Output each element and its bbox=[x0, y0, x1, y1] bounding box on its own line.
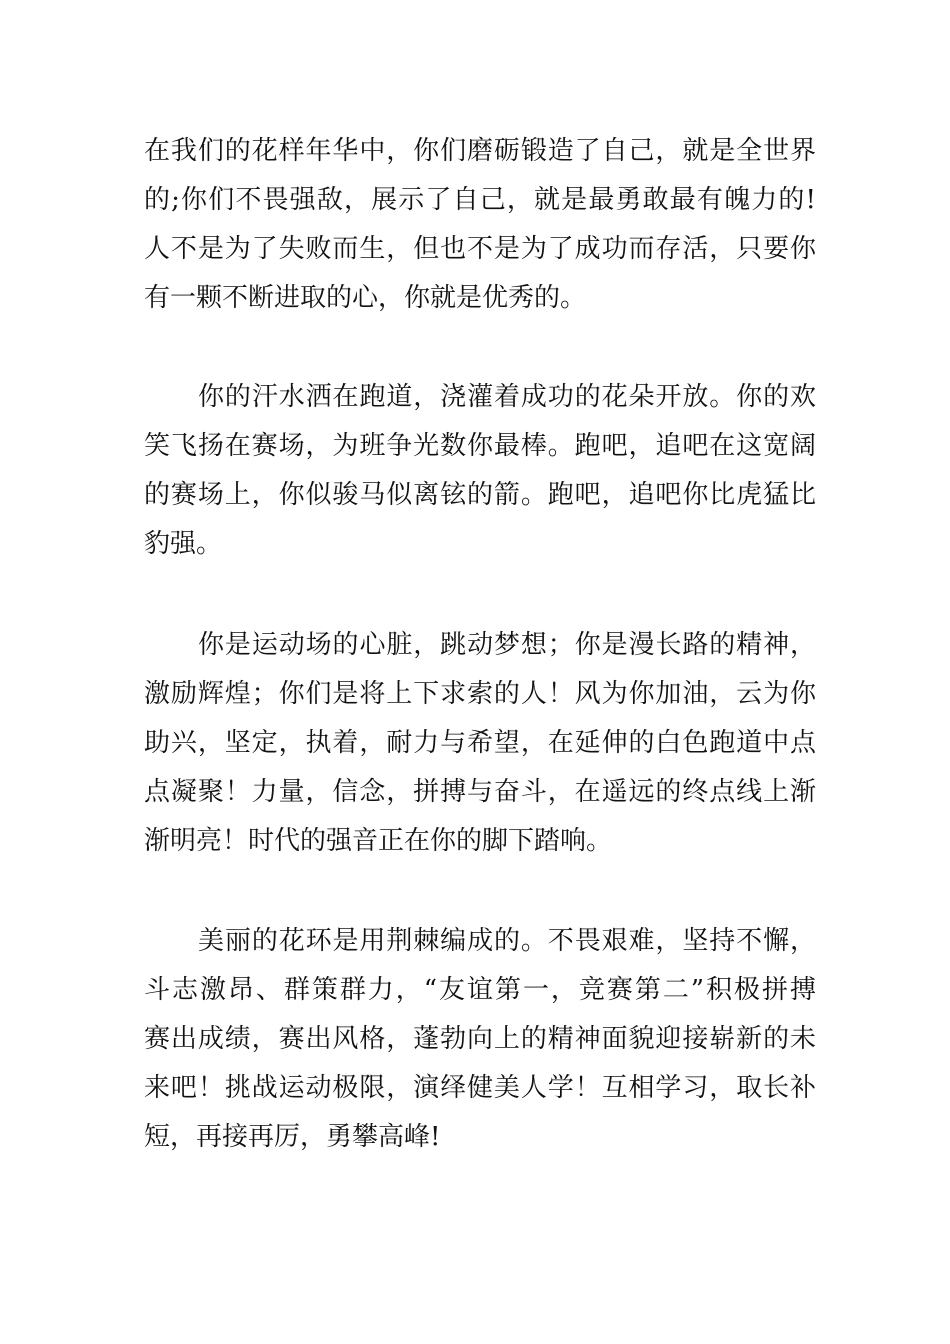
paragraph-4 bbox=[144, 917, 816, 1162]
paragraph-line: 的赛场上，你似骏马似离铉的箭。跑吧，追吧你比虎猛比 bbox=[144, 480, 816, 510]
paragraph-line: 斗志激昂、群策群力，“友谊第一，竞赛第二”积极拼搏 bbox=[144, 975, 816, 1005]
paragraph-line: 助兴，坚定，执着，耐力与希望，在延伸的白色跑道中点 bbox=[144, 728, 816, 758]
paragraph-line: 赛出成绩，赛出风格，蓬勃向上的精神面貌迎接崭新的未 bbox=[144, 1024, 816, 1054]
paragraph-line: 美丽的花环是用荆棘编成的。不畏艰难，坚持不懈， bbox=[198, 926, 816, 956]
paragraph-line: 你是运动场的心脏，跳动梦想；你是漫长路的精神， bbox=[198, 630, 816, 660]
paragraph-3 bbox=[144, 621, 816, 866]
paragraph-line: 豹强。 bbox=[144, 529, 223, 559]
paragraph-line: 你的汗水洒在跑道，浇灌着成功的花朵开放。你的欢 bbox=[198, 382, 816, 412]
paragraph-line: 短，再接再厉，勇攀高峰! bbox=[144, 1122, 441, 1152]
paragraph-line: 激励辉煌；你们是将上下求索的人！风为你加油，云为你 bbox=[144, 679, 816, 709]
paragraph-line: 的;你们不畏强敌，展示了自己，就是最勇敢最有魄力的! bbox=[144, 185, 816, 215]
paragraph-line: 点凝聚！力量，信念，拼搏与奋斗，在遥远的终点线上渐 bbox=[144, 777, 816, 807]
paragraph-line: 渐明亮！时代的强音正在你的脚下踏响。 bbox=[144, 826, 613, 856]
paragraph-2 bbox=[144, 373, 816, 569]
paragraph-line: 人不是为了失败而生，但也不是为了成功而存活，只要你 bbox=[144, 234, 816, 264]
paragraph-line: 笑飞扬在赛场，为班争光数你最棒。跑吧，追吧在这宽阔 bbox=[144, 431, 816, 461]
paragraph-1 bbox=[144, 127, 816, 323]
paragraph-line: 有一颗不断进取的心，你就是优秀的。 bbox=[144, 283, 587, 313]
paragraph-line: 在我们的花样年华中，你们磨砺锻造了自己，就是全世界 bbox=[144, 136, 816, 166]
paragraph-line: 来吧！挑战运动极限，演绎健美人学！互相学习，取长补 bbox=[144, 1073, 816, 1103]
